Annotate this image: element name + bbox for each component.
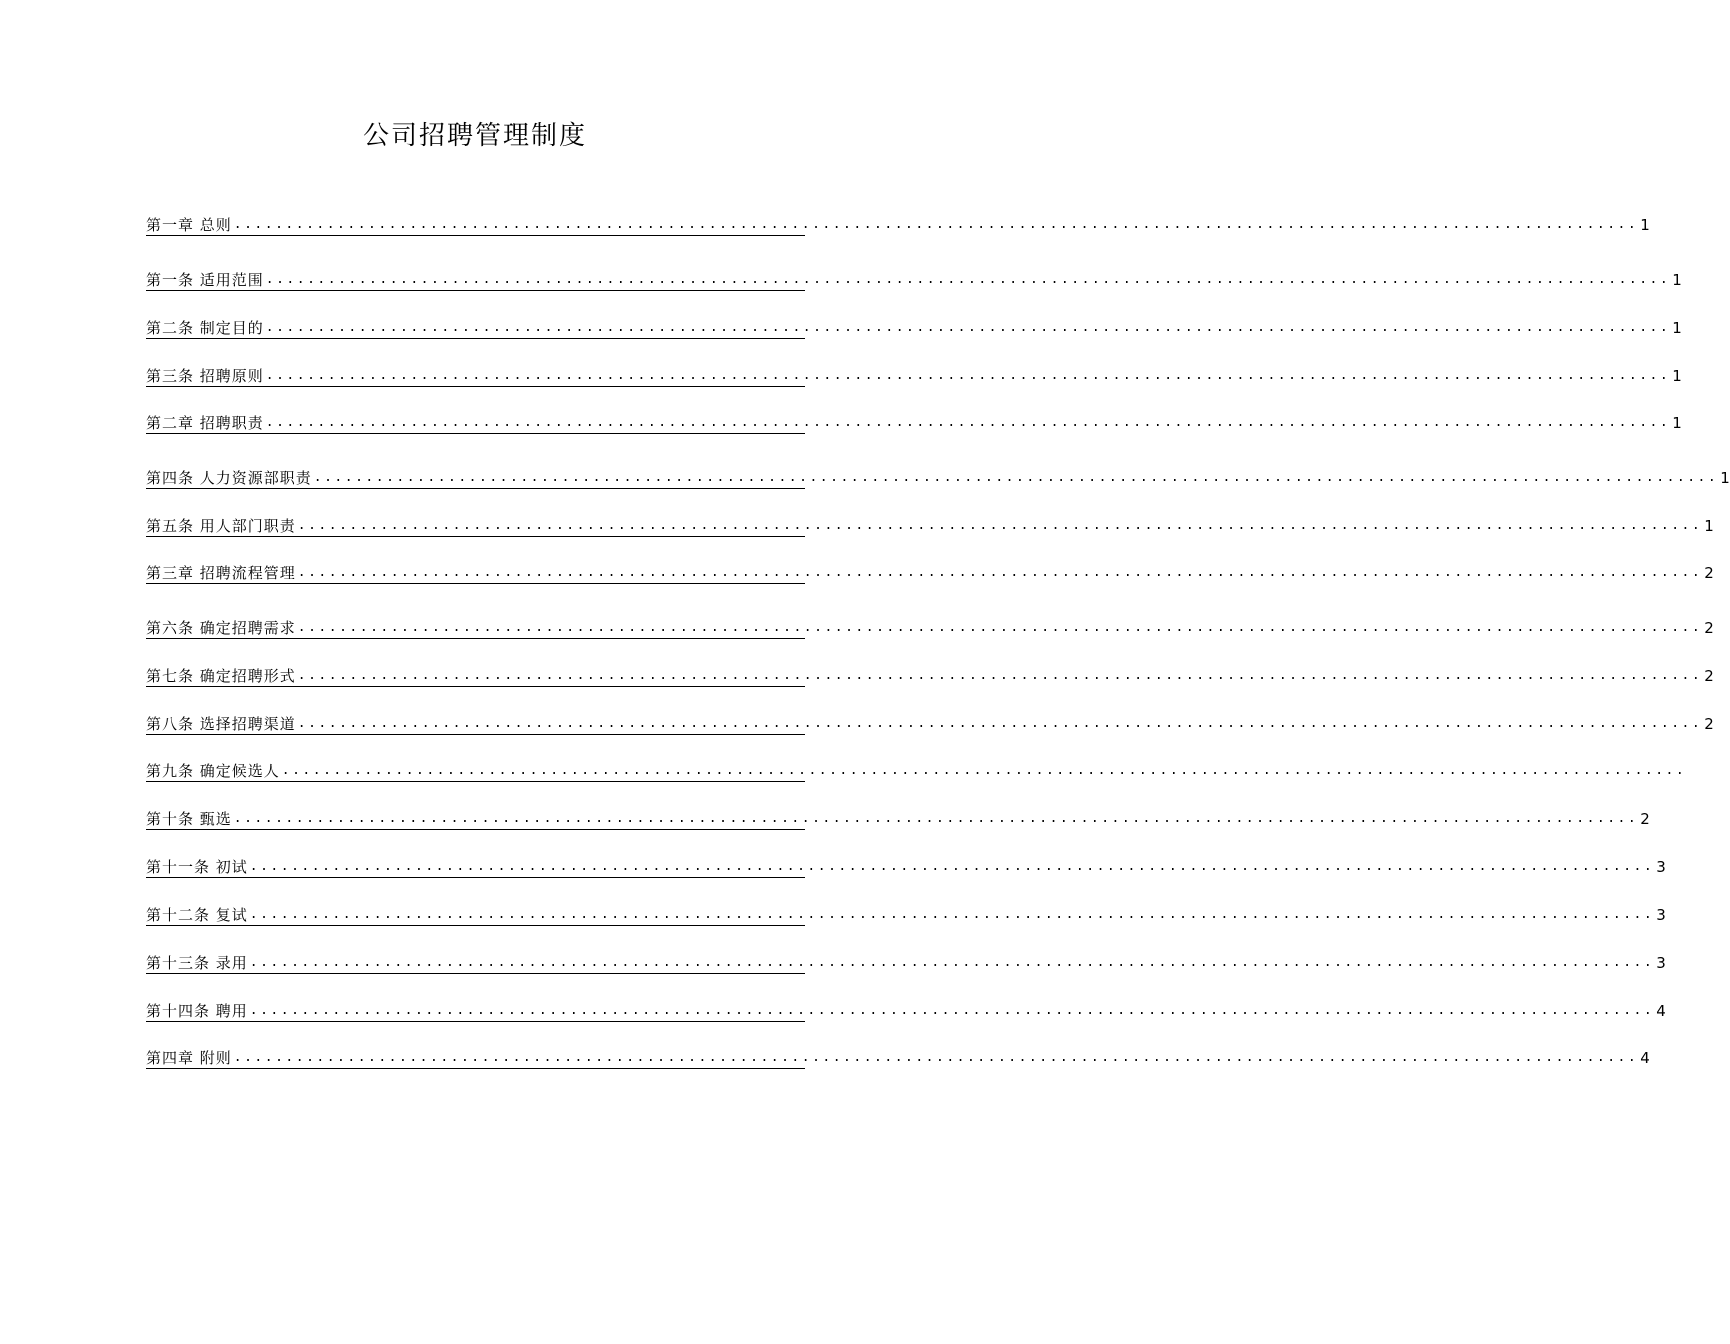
toc-entry-label: 第十条 甄选 xyxy=(146,810,232,828)
toc-dot-leader: ........................................................................................................................................ xyxy=(265,320,1671,335)
toc-dot-leader: ........................................................................................................................................ xyxy=(233,217,1639,232)
toc-entry[interactable] xyxy=(146,213,1650,236)
toc-page-number: 1 xyxy=(1672,319,1682,337)
toc-entry[interactable] xyxy=(146,951,1666,974)
toc-entry-label: 第十一条 初试 xyxy=(146,858,248,876)
toc-entry[interactable] xyxy=(146,316,1682,339)
toc-entry[interactable] xyxy=(146,466,1730,489)
toc-entry[interactable] xyxy=(146,999,1666,1022)
toc-page-number: 1 xyxy=(1720,469,1730,487)
toc-dot-leader: ........................................................................................................................................ xyxy=(265,272,1671,287)
toc-entry[interactable] xyxy=(146,514,1714,537)
toc-entry[interactable] xyxy=(146,364,1682,387)
toc-entry-label: 第三章 招聘流程管理 xyxy=(146,564,296,582)
toc-entry-label: 第九条 确定候选人 xyxy=(146,762,280,780)
toc-entry-label: 第四条 人力资源部职责 xyxy=(146,469,312,487)
toc-dot-leader: ........................................................................................................................................ xyxy=(297,518,1703,533)
toc-page-number: 1 xyxy=(1672,414,1682,432)
toc-page-number: 1 xyxy=(1672,367,1682,385)
toc-entry-label: 第六条 确定招聘需求 xyxy=(146,619,296,637)
page-title: 公司招聘管理制度 xyxy=(362,121,587,151)
toc-dot-leader: ........................................................................................................................................ xyxy=(297,716,1703,731)
toc-page-number: 3 xyxy=(1656,906,1666,924)
toc-entry[interactable] xyxy=(146,712,1714,735)
toc-entry[interactable] xyxy=(146,268,1682,291)
toc-entry-label: 第十四条 聘用 xyxy=(146,1002,248,1020)
toc-dot-leader: ........................................................................................................................................ xyxy=(265,415,1671,430)
toc-dot-leader: ........................................................................................................................................ xyxy=(249,955,1655,970)
toc-entry-label: 第五条 用人部门职责 xyxy=(146,517,296,535)
toc-entry-label: 第十二条 复试 xyxy=(146,906,248,924)
toc-dot-leader: ........................................................................................................................................ xyxy=(249,859,1655,874)
toc-page-number: 2 xyxy=(1704,715,1714,733)
toc-dot-leader: ........................................................................................................................................ xyxy=(297,620,1703,635)
toc-page-number: 1 xyxy=(1704,517,1714,535)
toc-page-number: 2 xyxy=(1704,619,1714,637)
toc-page-number: 2 xyxy=(1640,810,1650,828)
toc-entry[interactable] xyxy=(146,616,1714,639)
toc-page-number: 1 xyxy=(1640,216,1650,234)
toc-entry-label: 第一条 适用范围 xyxy=(146,271,264,289)
toc-entry-label: 第二条 制定目的 xyxy=(146,319,264,337)
toc-entry-label: 第八条 选择招聘渠道 xyxy=(146,715,296,733)
toc-dot-leader: ........................................................................................................................................ xyxy=(297,565,1703,580)
toc-entry-label: 第二章 招聘职责 xyxy=(146,414,264,432)
toc-entry[interactable] xyxy=(146,664,1714,687)
toc-entry[interactable] xyxy=(146,561,1714,584)
toc-page-number: 3 xyxy=(1656,858,1666,876)
toc-entry[interactable] xyxy=(146,1046,1650,1069)
toc-entry[interactable] xyxy=(146,855,1666,878)
toc-entry-label: 第三条 招聘原则 xyxy=(146,367,264,385)
toc-entry[interactable] xyxy=(146,411,1682,434)
toc-entry-label: 第四章 附则 xyxy=(146,1049,232,1067)
toc-entry[interactable] xyxy=(146,903,1666,926)
toc-page-number: 2 xyxy=(1704,667,1714,685)
toc-dot-leader: ........................................................................................................................................ xyxy=(249,907,1655,922)
toc-page-number: 3 xyxy=(1656,954,1666,972)
toc-entry[interactable] xyxy=(146,807,1650,830)
toc-dot-leader: ........................................................................................................................................ xyxy=(265,368,1671,383)
toc-dot-leader: ........................................................................................................................................ xyxy=(313,470,1719,485)
toc-dot-leader: ........................................................................................................................................ xyxy=(233,1050,1639,1065)
toc-dot-leader: ........................................................................................................................................ xyxy=(297,668,1703,683)
toc-entry-label: 第七条 确定招聘形式 xyxy=(146,667,296,685)
toc-entry-label: 第十三条 录用 xyxy=(146,954,248,972)
toc-page-number: 4 xyxy=(1656,1002,1666,1020)
toc-dot-leader: ........................................................................................................................................ xyxy=(249,1003,1655,1018)
toc-dot-leader: ........................................................................................................................................ xyxy=(281,763,1687,778)
toc-page-number: 1 xyxy=(1672,271,1682,289)
toc-entry[interactable] xyxy=(146,759,1687,782)
toc-entry-label: 第一章 总则 xyxy=(146,216,232,234)
toc-page-number: 4 xyxy=(1640,1049,1650,1067)
toc-dot-leader: ........................................................................................................................................ xyxy=(233,811,1639,826)
toc-page-number: 2 xyxy=(1704,564,1714,582)
